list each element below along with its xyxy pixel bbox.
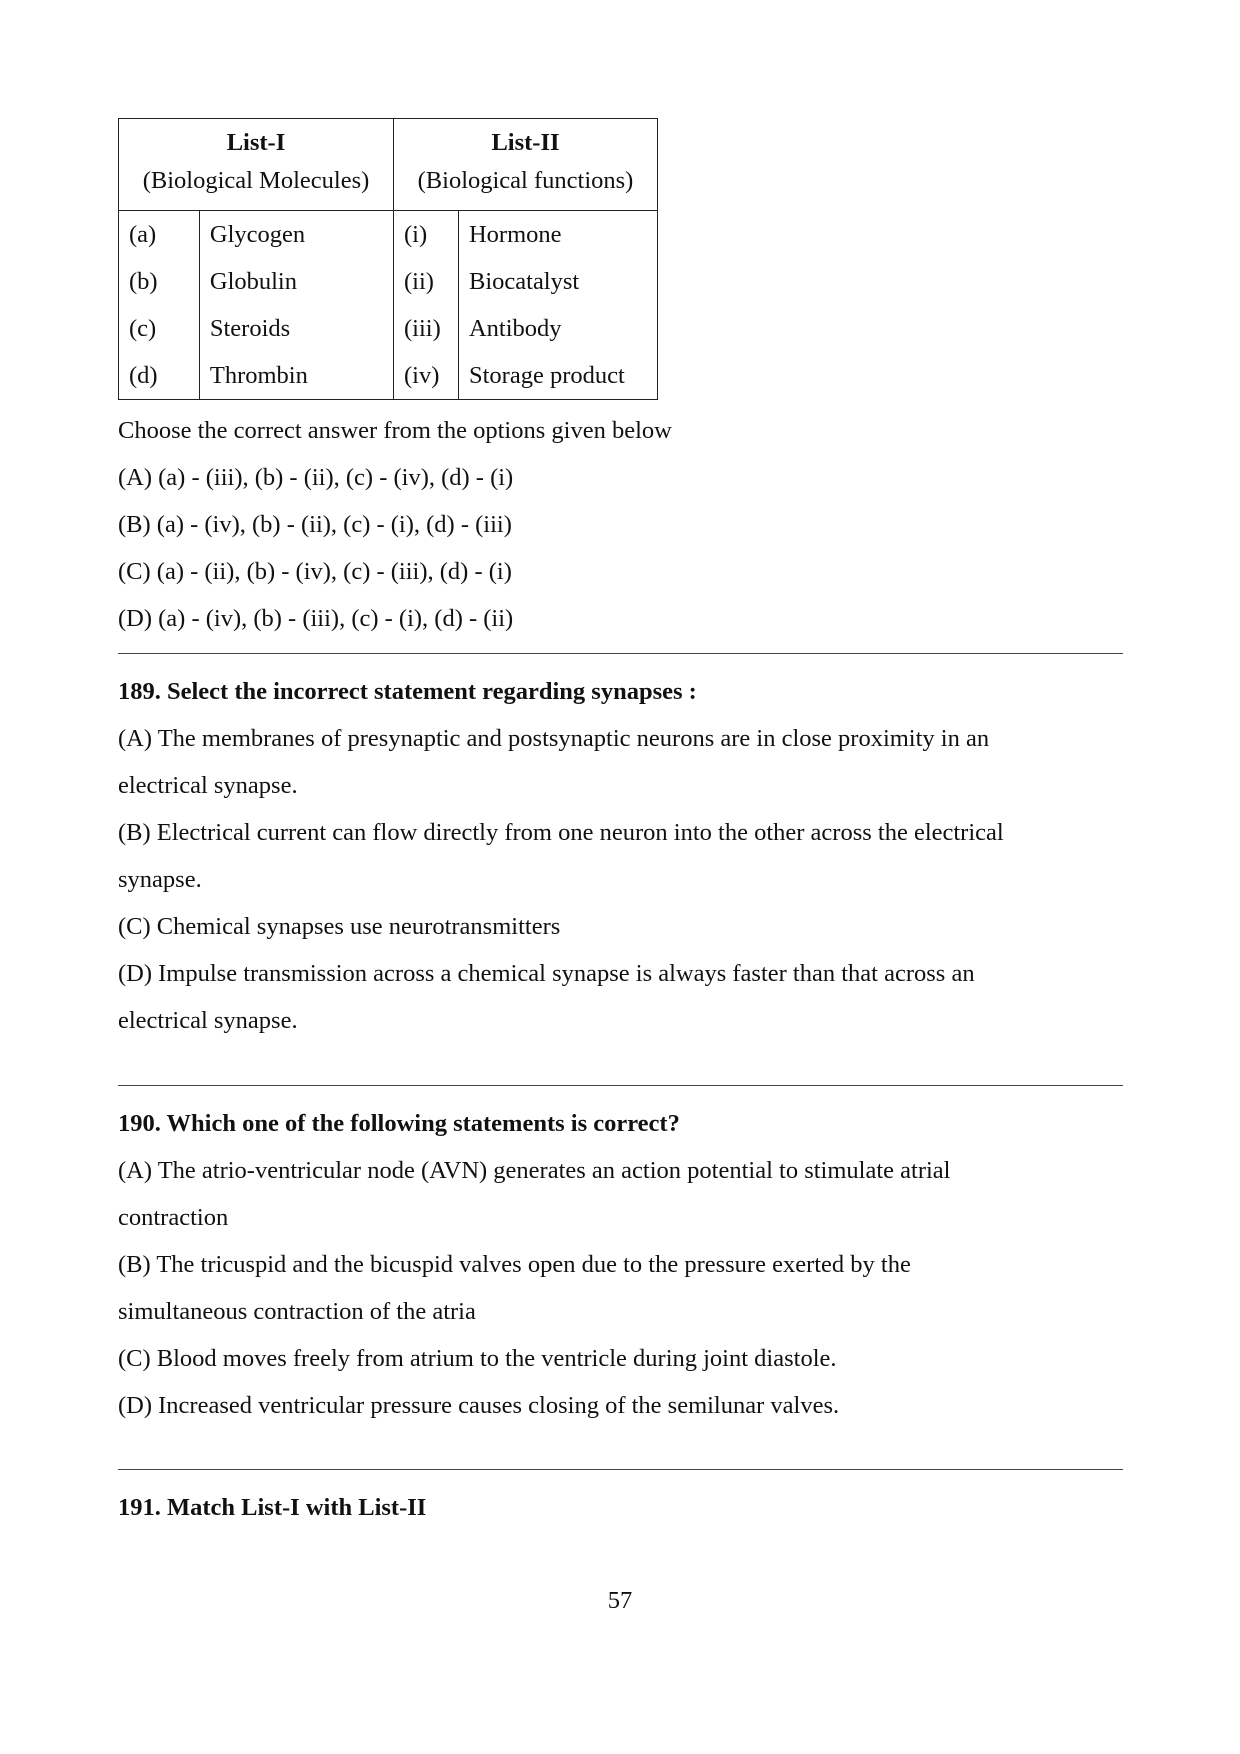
- q189-title: 189. Select the incorrect statement regarding synapses :: [118, 678, 697, 705]
- q188-prompt: Choose the correct answer from the options given below: [118, 417, 672, 444]
- q189-line: (D) Impulse transmission across a chemical synapse is always faster than that across an: [118, 960, 975, 987]
- q190-line: simultaneous contraction of the atria: [118, 1298, 476, 1325]
- table-row: [119, 305, 658, 352]
- list2-label: (i): [394, 211, 459, 259]
- list1-item: Glycogen: [199, 211, 393, 259]
- q190-line: (D) Increased ventricular pressure causes closing of the semilunar valves.: [118, 1392, 840, 1419]
- table-subheader-row: [119, 166, 658, 211]
- q188-option-c: (C) (a) - (ii), (b) - (iv), (c) - (iii), (d) - (i): [118, 558, 512, 585]
- list1-item: Thrombin: [199, 352, 393, 400]
- page-content: [118, 118, 1123, 1531]
- table-header-row: [119, 119, 658, 167]
- list1-item: Steroids: [199, 305, 393, 352]
- q191-title: 191. Match List-I with List-II: [118, 1494, 427, 1521]
- list2-label: (iv): [394, 352, 459, 400]
- list2-item: Hormone: [458, 211, 657, 259]
- q189-line: electrical synapse.: [118, 1007, 298, 1034]
- table-row: [119, 352, 658, 400]
- list2-subtitle: (Biological functions): [394, 166, 658, 211]
- list1-title: List-I: [226, 128, 286, 156]
- list2-title: List-II: [394, 119, 658, 167]
- list2-label: (iii): [394, 305, 459, 352]
- list1-label: (b): [129, 267, 158, 295]
- list2-item: Biocatalyst: [458, 258, 657, 305]
- table-row: [119, 211, 658, 259]
- table-row: [119, 258, 658, 305]
- q190-line: contraction: [118, 1204, 229, 1231]
- q190-line: (C) Blood moves freely from atrium to the ventricle during joint diastole.: [118, 1345, 837, 1372]
- q190-line: (A) The atrio-ventricular node (AVN) generates an action potential to stimulate atrial: [118, 1157, 951, 1184]
- q189-line: synapse.: [118, 866, 202, 893]
- q190-title: 190. Which one of the following statements is correct?: [118, 1110, 680, 1137]
- list1-label: (d): [129, 361, 158, 389]
- q188-option-b: (B) (a) - (iv), (b) - (ii), (c) - (i), (d) - (iii): [118, 511, 512, 538]
- list1-label: (c): [129, 314, 157, 342]
- list1-subtitle: (Biological Molecules): [119, 166, 394, 211]
- list1-item: Globulin: [199, 258, 393, 305]
- list2-label: (ii): [394, 258, 459, 305]
- list2-item: Antibody: [458, 305, 657, 352]
- match-table: [118, 118, 658, 400]
- page-number: 57: [607, 1587, 633, 1614]
- q190-line: (B) The tricuspid and the bicuspid valves open due to the pressure exerted by the: [118, 1251, 911, 1278]
- q189-line: (A) The membranes of presynaptic and postsynaptic neurons are in close proximity in an: [118, 725, 990, 752]
- q188-option-a: (A) (a) - (iii), (b) - (ii), (c) - (iv), (d) - (i): [118, 464, 514, 491]
- q189-line: (C) Chemical synapses use neurotransmitters: [118, 913, 561, 940]
- list1-label: (a): [129, 220, 157, 248]
- q188-option-d: (D) (a) - (iv), (b) - (iii), (c) - (i), (d) - (ii): [118, 605, 514, 632]
- list2-item: Storage product: [458, 352, 657, 400]
- q189-line: electrical synapse.: [118, 772, 298, 799]
- q189-line: (B) Electrical current can flow directly from one neuron into the other across the electrical: [118, 819, 1004, 846]
